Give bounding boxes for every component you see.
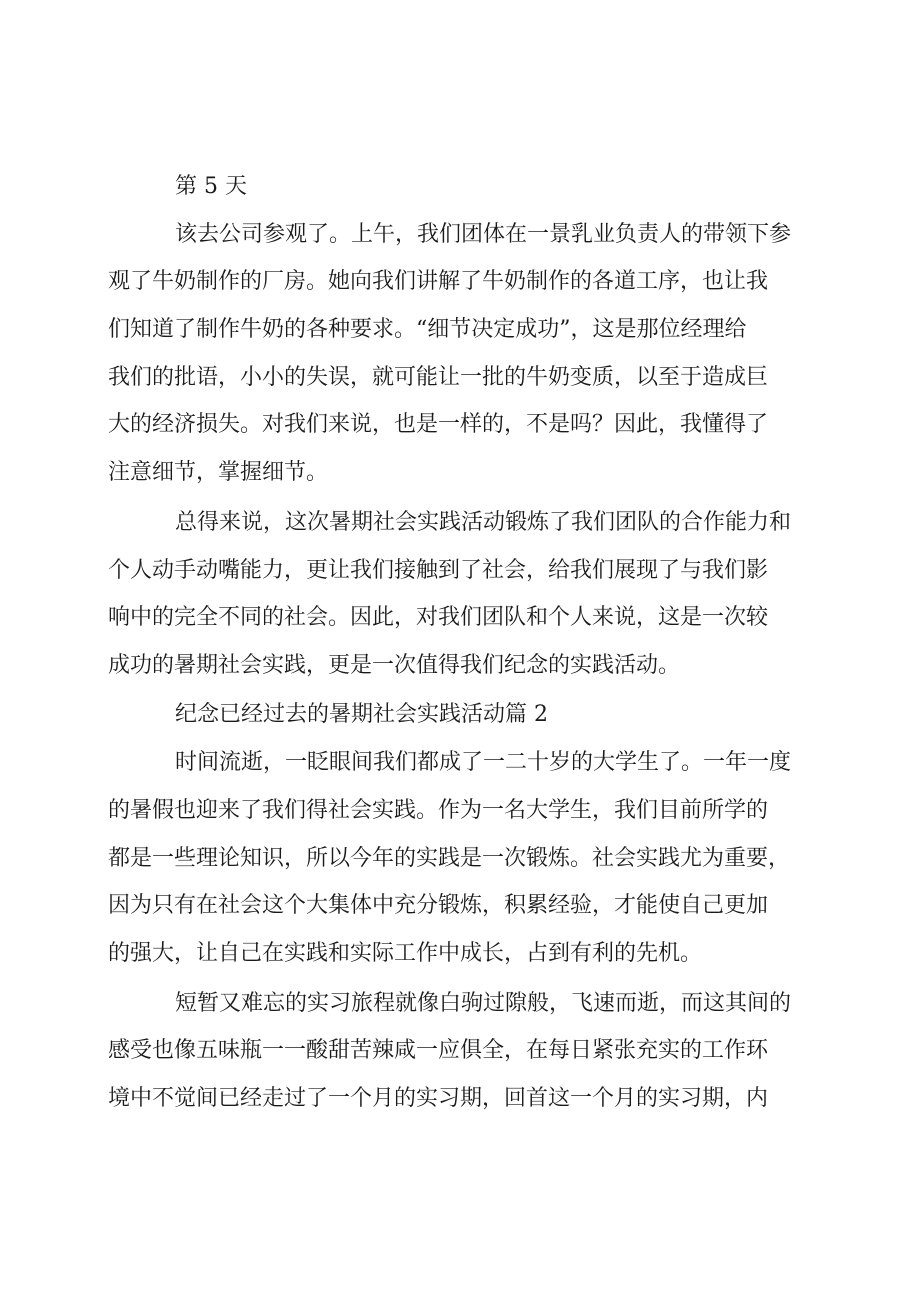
paragraph-line: 时间流逝，一眨眼间我们都成了一二十岁的大学生了。一年一度 [175, 750, 792, 775]
paragraph-line: 都是一些理论知识，所以今年的实践是一次锻炼。社会实践尤为重要， [108, 846, 791, 871]
paragraph-line: 因为只有在社会这个大集体中充分锻炼，积累经验，才能使自己更加 [108, 893, 769, 918]
paragraph-line: 短暂又难忘的实习旅程就像白驹过隙般，飞速而逝，而这其间的 [175, 991, 792, 1016]
paragraph-line: 我们的批语，小小的失误，就可能让一批的牛奶变质，以至于造成巨 [108, 365, 769, 390]
day-heading-text: 第 5 天 [175, 174, 247, 199]
paragraph-line: 境中不觉间已经走过了一个月的实习期，回首这一个月的实习期，内 [108, 1086, 769, 1111]
paragraph-line: 们知道了制作牛奶的各种要求。“细节决定成功”，这是那位经理给 [108, 317, 747, 342]
paragraph-line: 响中的完全不同的社会。因此，对我们团队和个人来说，这是一次较 [108, 605, 769, 630]
paragraph-line: 的暑假也迎来了我们得社会实践。作为一名大学生，我们目前所学的 [108, 798, 769, 823]
paragraph-line: 感受也像五味瓶一一酸甜苦辣咸一应俱全，在每日紧张充实的工作环 [108, 1038, 769, 1063]
paragraph-line: 该去公司参观了。上午，我们团体在一景乳业负责人的带领下参 [175, 222, 792, 247]
section-title-text: 纪念已经过去的暑期社会实践活动篇 2 [175, 702, 548, 727]
paragraph-line: 总得来说，这次暑期社会实践活动锻炼了我们团队的合作能力和 [175, 510, 792, 535]
paragraph-line: 大的经济损失。对我们来说，也是一样的，不是吗？因此，我懂得了 [108, 412, 769, 437]
paragraph-line: 观了牛奶制作的厂房。她向我们讲解了牛奶制作的各道工序，也让我 [108, 269, 769, 294]
paragraph-line: 个人动手动嘴能力，更让我们接触到了社会，给我们展现了与我们影 [108, 558, 769, 583]
day-heading [0, 170, 920, 204]
paragraph-line: 的强大，让自己在实践和实际工作中成长，占到有利的先机。 [108, 941, 703, 966]
paragraph-line: 成功的暑期社会实践，更是一次值得我们纪念的实践活动。 [108, 653, 681, 678]
section-title [0, 698, 920, 732]
paragraph-line: 注意细节，掌握细节。 [108, 460, 329, 485]
